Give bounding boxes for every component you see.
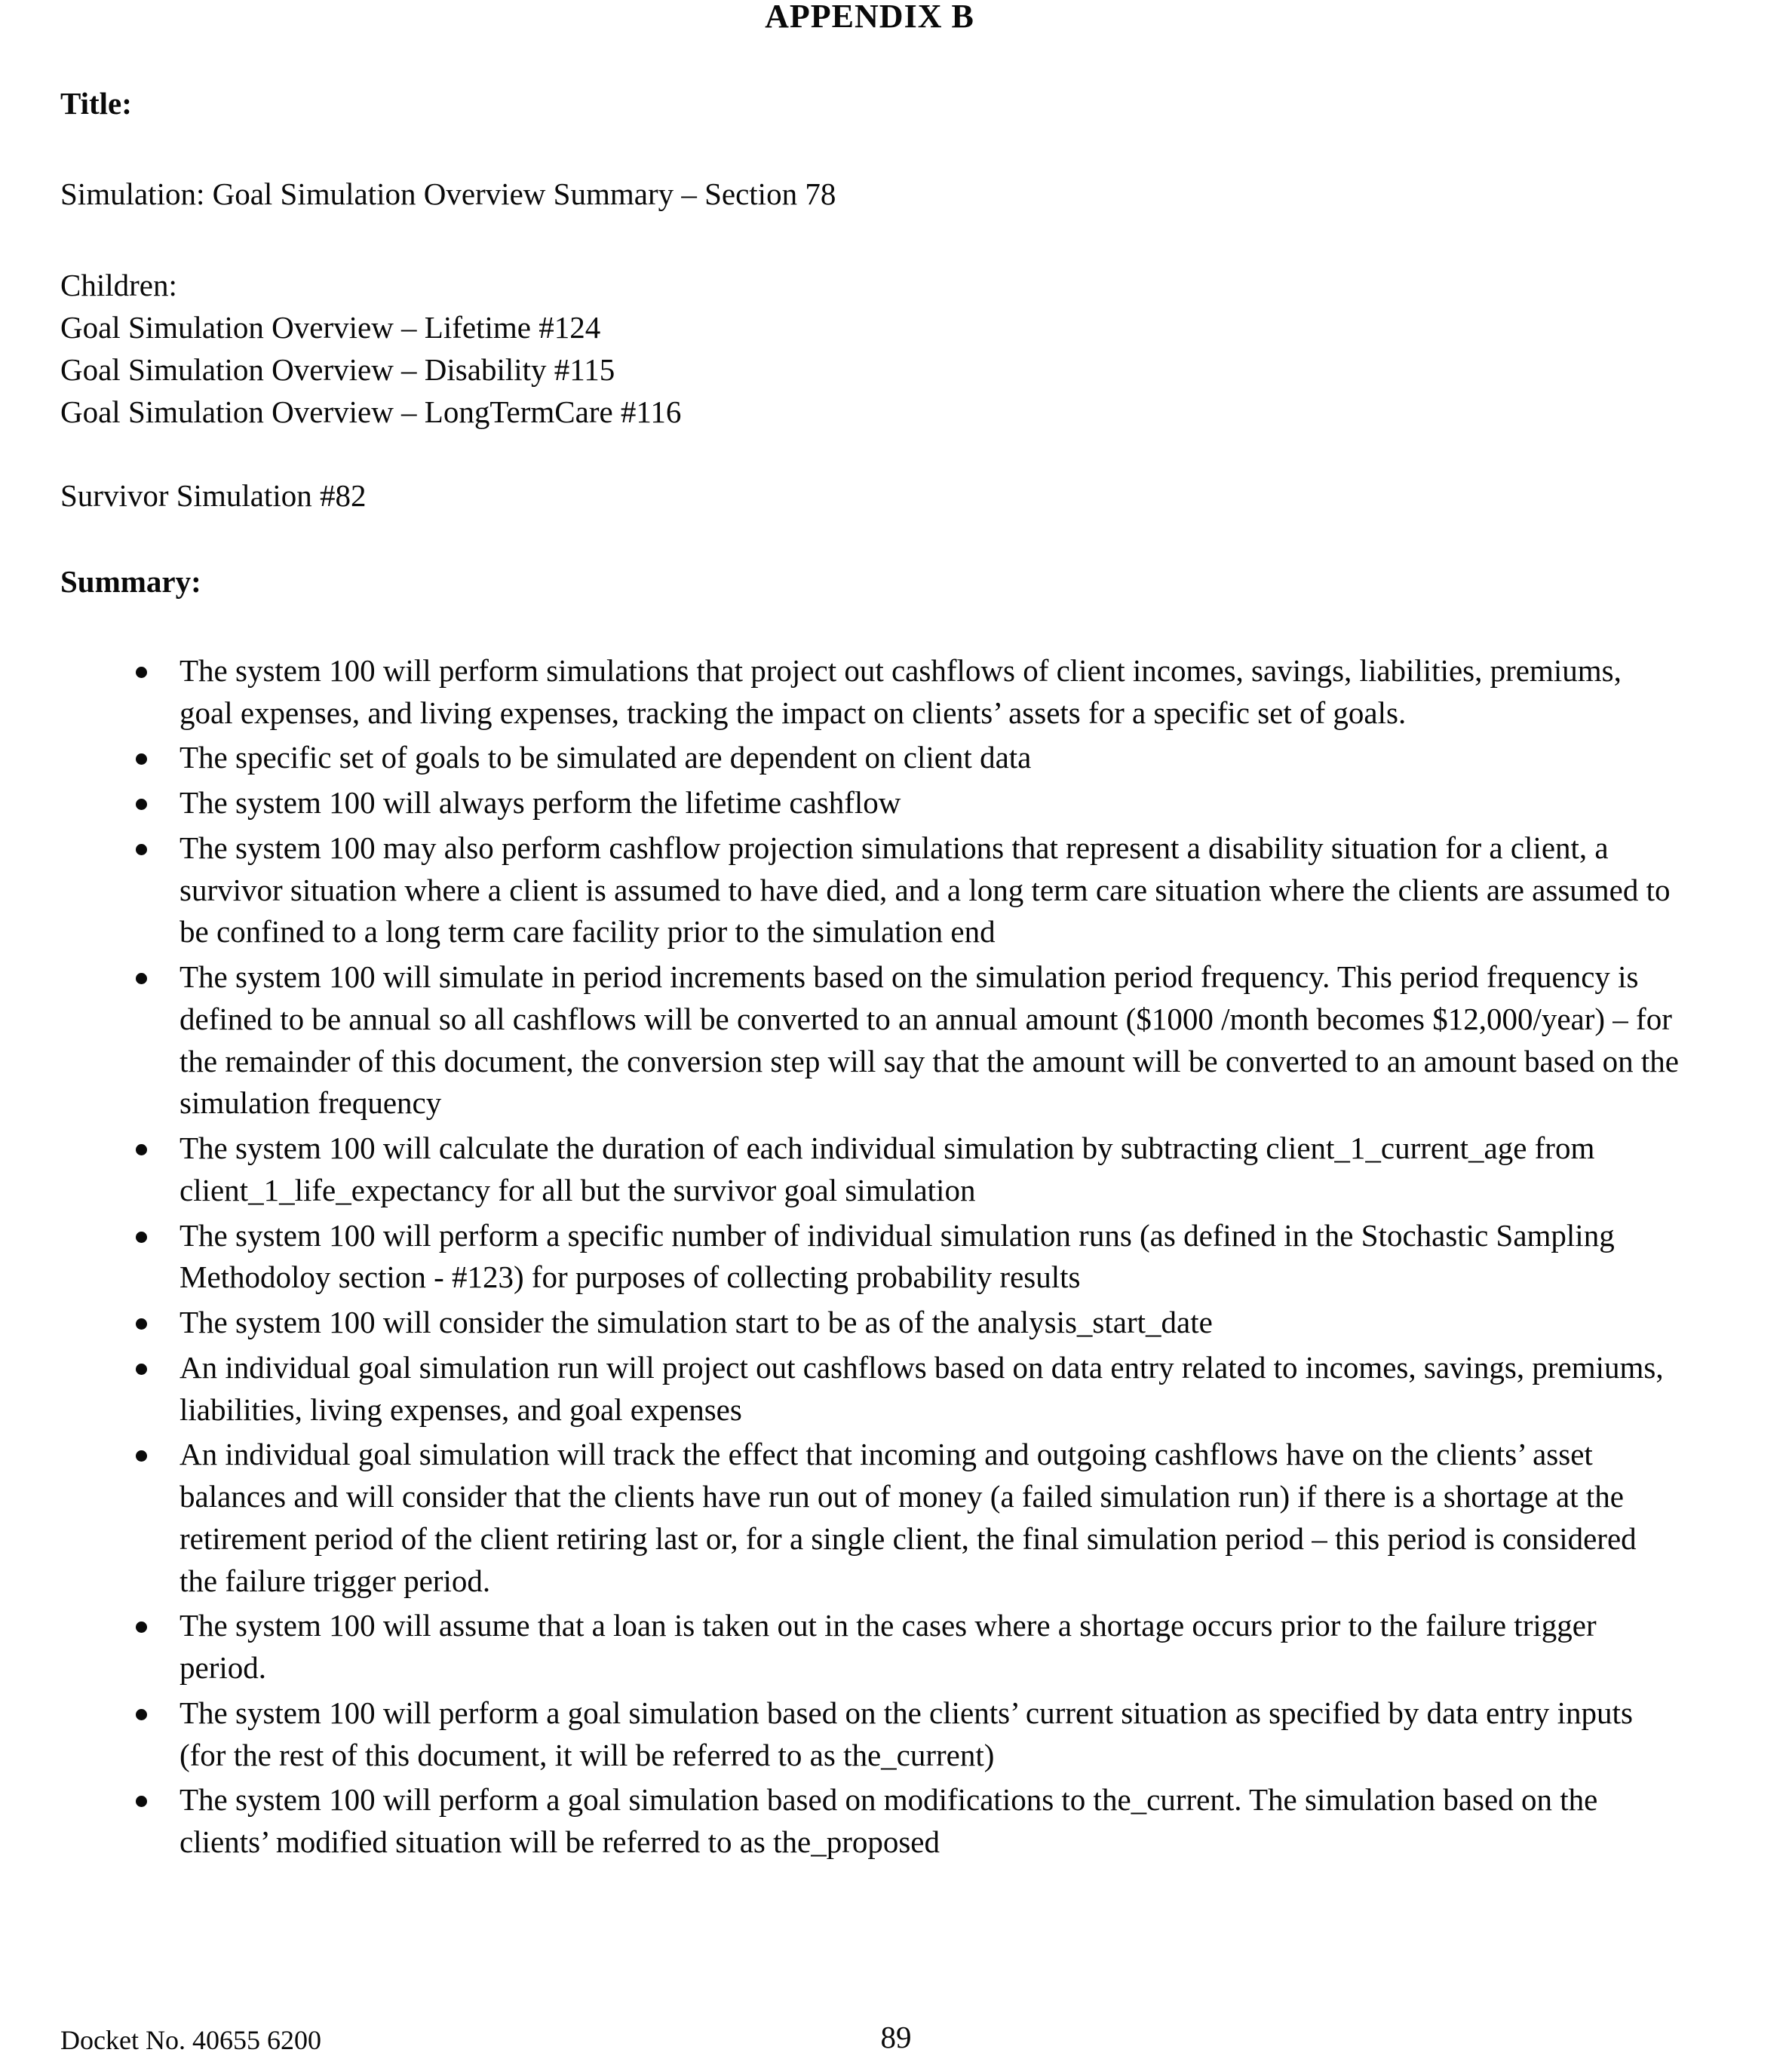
- summary-bullet: The system 100 will perform a specific number of individual simulation runs (as defined in the Stochastic Sampling Methodoloy section - #123) for purposes of collecting probability results: [136, 1215, 1679, 1299]
- children-block: [60, 265, 1679, 433]
- child-item: Goal Simulation Overview – LongTermCare #116: [60, 394, 682, 429]
- summary-label: Summary:: [60, 564, 201, 600]
- summary-bullet: The system 100 may also perform cashflow projection simulations that represent a disability situation for a client, a survivor situation where a client is assumed to have died, and a long term care situation where the clients are assumed to be confined to a long term care facility prior to the simulation end: [136, 827, 1679, 953]
- summary-bullet: The system 100 will perform a goal simulation based on the clients’ current situation as specified by data entry inputs (for the rest of this document, it will be referred to as the_current): [136, 1692, 1679, 1777]
- summary-bullet: The system 100 will assume that a loan is taken out in the cases where a shortage occurs prior to the failure trigger period.: [136, 1605, 1679, 1689]
- appendix-header: APPENDIX B: [765, 0, 974, 35]
- summary-bullet: The system 100 will consider the simulation start to be as of the analysis_start_date: [136, 1302, 1679, 1344]
- title-label: Title:: [60, 85, 132, 121]
- summary-bullet: The system 100 will perform simulations that project out cashflows of client incomes, savings, liabilities, premiums, goal expenses, and living expenses, tracking the impact on clients’ assets for a specific set of goals.: [136, 650, 1679, 735]
- title-text: Simulation: Goal Simulation Overview Summary – Section 78: [60, 176, 836, 211]
- child-item: Goal Simulation Overview – Lifetime #124: [60, 310, 601, 345]
- page-footer: [0, 2020, 1792, 2059]
- footer-docket: Docket No. 40655 6200: [60, 2025, 321, 2056]
- survivor-text: Survivor Simulation #82: [60, 478, 367, 514]
- summary-bullet: The system 100 will always perform the lifetime cashflow: [136, 782, 1679, 824]
- summary-bullet-list: [60, 650, 1679, 1864]
- summary-bullet: An individual goal simulation run will project out cashflows based on data entry related to incomes, savings, premiums, liabilities, living expenses, and goal expenses: [136, 1347, 1679, 1431]
- summary-bullet: The specific set of goals to be simulated are dependent on client data: [136, 737, 1679, 779]
- child-item: Goal Simulation Overview – Disability #115: [60, 351, 615, 387]
- summary-bullet: The system 100 will perform a goal simulation based on modifications to the_current. The simulation based on the clients’ modified situation will be referred to as the_proposed: [136, 1779, 1679, 1864]
- children-label: Children:: [60, 268, 177, 303]
- footer-page-number: 89: [880, 2020, 912, 2055]
- summary-bullet: The system 100 will simulate in period increments based on the simulation period frequency. This period frequency is defined to be annual so all cashflows will be converted to an annual amount ($1000 /month becomes $12,000/year) – for the remainder of this document, the conversion step will say that the amount will be converted to an amount based on the simulation frequency: [136, 956, 1679, 1124]
- summary-bullet: The system 100 will calculate the duration of each individual simulation by subtracting client_1_current_age from client_1_life_expectancy for all but the survivor goal simulation: [136, 1128, 1679, 1212]
- summary-bullet: An individual goal simulation will track the effect that incoming and outgoing cashflows have on the clients’ asset balances and will consider that the clients have run out of money (a failed simulation run) if there is a shortage at the retirement period of the client retiring last or, for a single client, the final simulation period – this period is considered the failure trigger period.: [136, 1434, 1679, 1602]
